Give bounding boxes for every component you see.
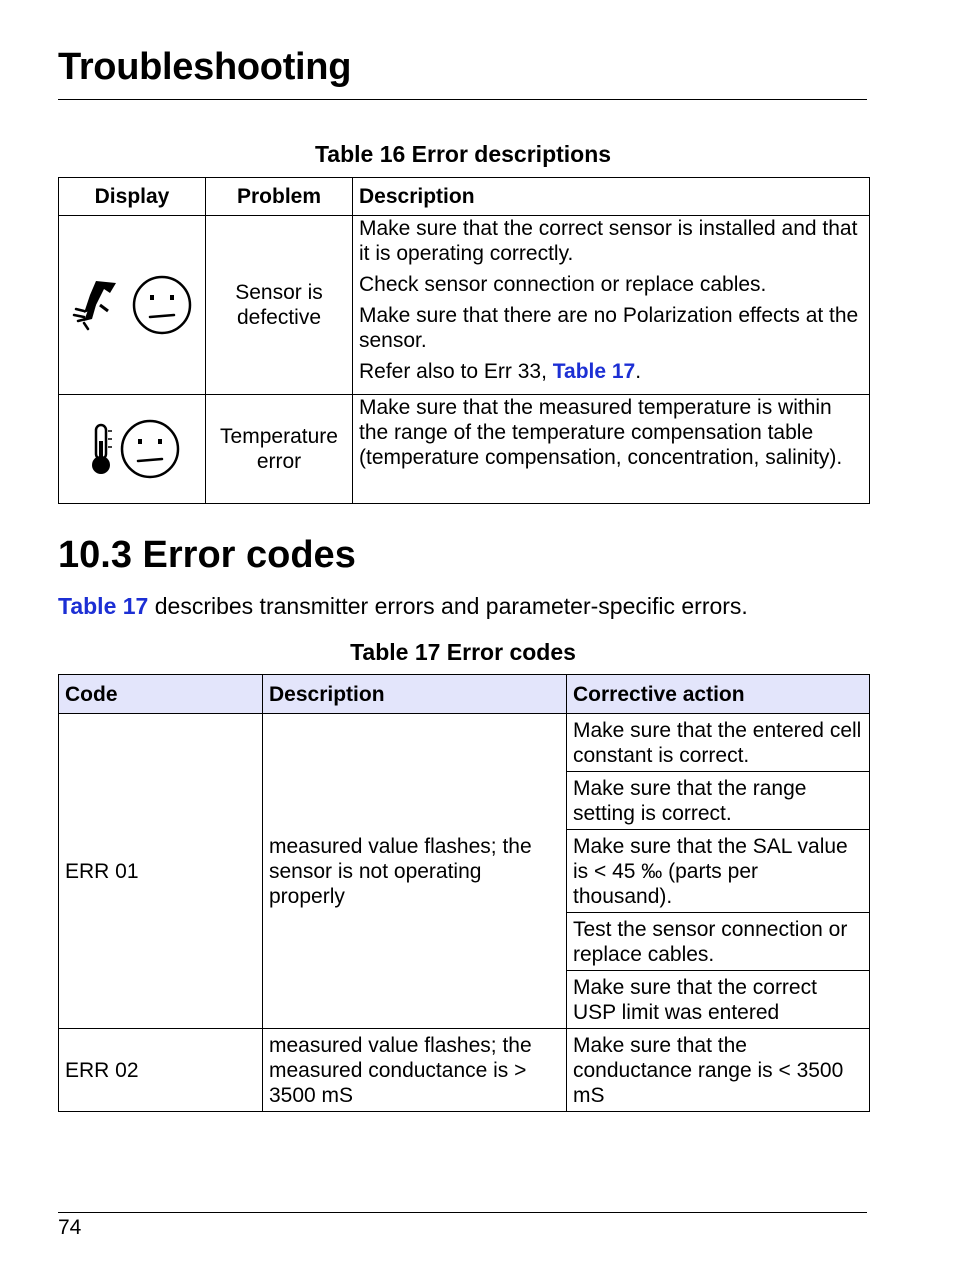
problem-cell: Temperature error bbox=[206, 395, 353, 504]
column-header-problem: Problem bbox=[206, 178, 353, 216]
section-title: 10.3 Error codes bbox=[58, 534, 356, 576]
code-cell: ERR 01 bbox=[59, 714, 263, 1029]
problem-cell: Sensor is defective bbox=[206, 216, 353, 395]
corrective-action-cell: Make sure that the range setting is correct. bbox=[567, 772, 870, 830]
corrective-action-cell: Make sure that the correct USP limit was entered bbox=[567, 971, 870, 1029]
refer-prefix: Refer also to Err 33, bbox=[359, 360, 553, 383]
intro-text: describes transmitter errors and parameter-specific errors. bbox=[148, 593, 748, 619]
table17-link[interactable]: Table 17 bbox=[58, 593, 149, 619]
thermometer-icon bbox=[92, 425, 112, 474]
description-line: Check sensor connection or replace cables. bbox=[359, 273, 767, 296]
footer-rule bbox=[58, 1212, 867, 1213]
table-row bbox=[59, 1029, 870, 1112]
column-header-corrective-action: Corrective action bbox=[567, 675, 870, 714]
table16-caption: Table 16 Error descriptions bbox=[314, 141, 612, 167]
section-intro bbox=[58, 593, 748, 620]
description-line: Make sure that the correct sensor is installed and that it is operating correctly. bbox=[359, 217, 858, 265]
code-cell: ERR 02 bbox=[59, 1029, 263, 1112]
table17-caption: Table 17 Error codes bbox=[350, 639, 576, 665]
sad-face-icon bbox=[122, 421, 178, 477]
table-row bbox=[59, 216, 870, 395]
table17-link[interactable]: Table 17 bbox=[552, 360, 636, 383]
sad-face-icon bbox=[134, 277, 190, 333]
column-header-display: Display bbox=[59, 178, 206, 216]
table-row bbox=[59, 395, 870, 504]
corrective-action-cell: Make sure that the conductance range is < 3500 mS bbox=[567, 1029, 870, 1112]
description-cell bbox=[353, 216, 870, 395]
corrective-action-cell: Test the sensor connection or replace cables. bbox=[567, 913, 870, 971]
description-cell bbox=[353, 395, 870, 504]
page-number: 74 bbox=[58, 1216, 82, 1239]
display-cell bbox=[59, 395, 206, 504]
error-codes-table bbox=[58, 674, 870, 1112]
column-header-description: Description bbox=[353, 178, 870, 216]
corrective-action-cell: Make sure that the entered cell constant is correct. bbox=[567, 714, 870, 772]
description-cell: measured value flashes; the sensor is not operating properly bbox=[263, 714, 567, 1029]
header-rule bbox=[58, 99, 867, 100]
chapter-title: Troubleshooting bbox=[58, 46, 352, 88]
table-row bbox=[59, 714, 870, 772]
refer-suffix: . bbox=[635, 360, 642, 383]
description-cell: measured value flashes; the measured conductance is > 3500 mS bbox=[263, 1029, 567, 1112]
description-line-refer bbox=[359, 359, 863, 384]
description-line: Make sure that the measured temperature is within the range of the temperature compensation table (temperature compensation, concentration, salinity). bbox=[359, 396, 843, 469]
broken-sensor-icon bbox=[74, 281, 116, 329]
column-header-code: Code bbox=[59, 675, 263, 714]
table-header-row bbox=[59, 178, 870, 216]
corrective-action-cell: Make sure that the SAL value is < 45 ‰ (parts per thousand). bbox=[567, 830, 870, 913]
display-cell bbox=[59, 216, 206, 395]
description-line: Make sure that there are no Polarization effects at the sensor. bbox=[359, 304, 859, 352]
table-header-row bbox=[59, 675, 870, 714]
error-descriptions-table bbox=[58, 177, 870, 504]
column-header-description: Description bbox=[263, 675, 567, 714]
